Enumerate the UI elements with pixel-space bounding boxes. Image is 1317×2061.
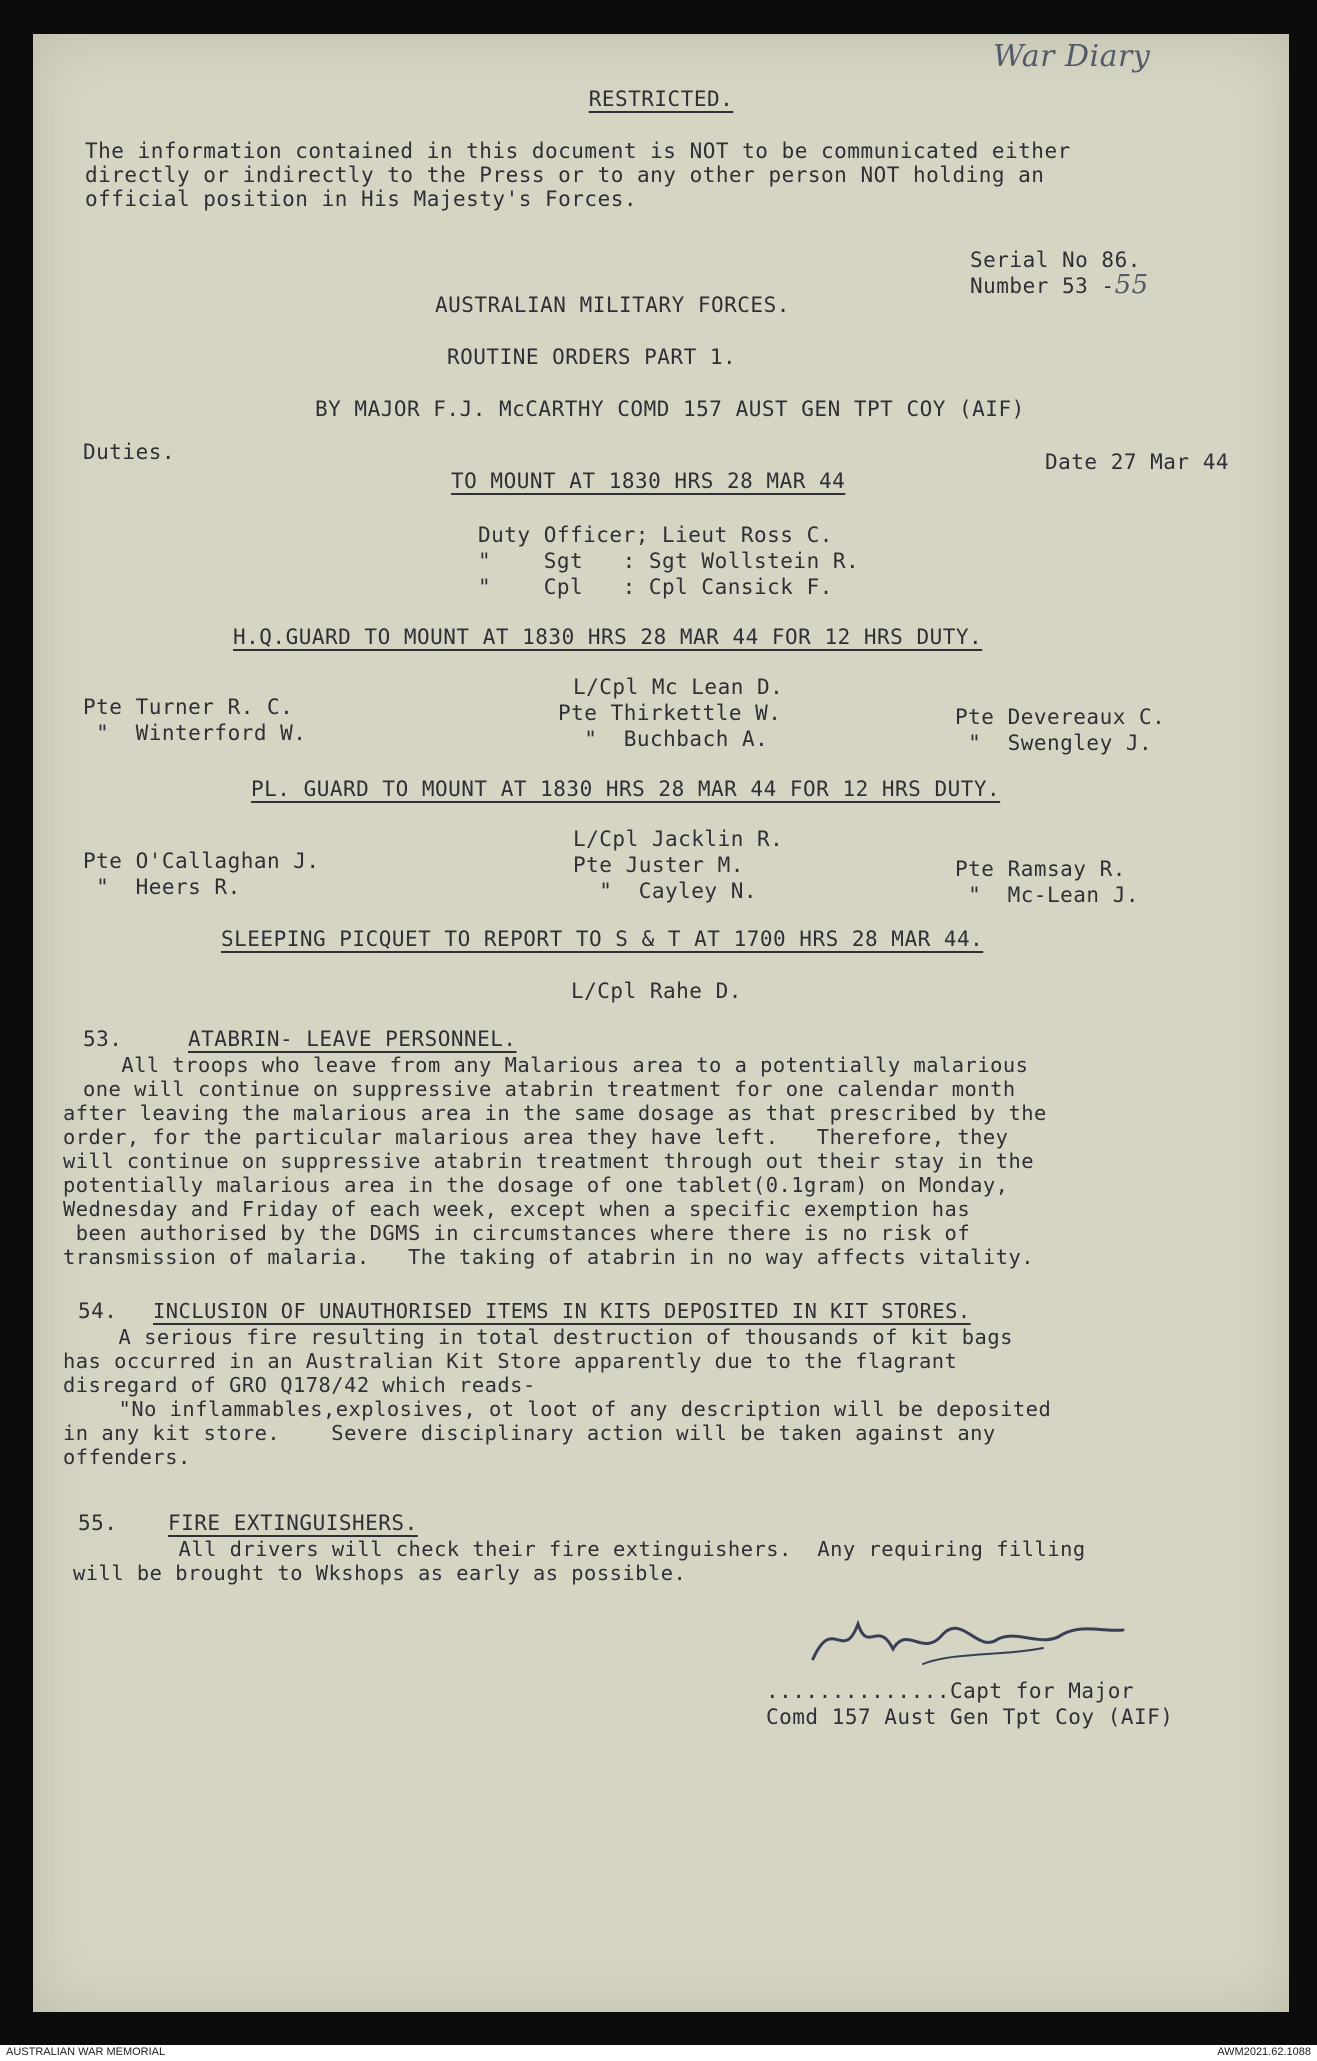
order-53-line-8: been authorised by the DGMS in circumstances where there is no risk of (63, 1221, 971, 1245)
order-number-typed: Number 53 - (970, 274, 1115, 298)
pl-guard-heading: PL. GUARD TO MOUNT AT 1830 HRS 28 MAR 44 FOR 12 HRS DUTY. (251, 777, 1001, 801)
picquet-entry: L/Cpl Rahe D. (571, 979, 742, 1003)
mount-heading: TO MOUNT AT 1830 HRS 28 MAR 44 (451, 469, 846, 493)
order-53-line-2: one will continue on suppressive atabrin treatment for one calendar month (83, 1077, 1016, 1101)
order-54-line-6: offenders. (63, 1445, 191, 1469)
order-54-number: 54. (78, 1299, 118, 1323)
order-53-line-6: potentially malarious area in the dosage of one tablet(0.1gram) on Monday, (63, 1173, 1009, 1197)
hq-guard-right-1: Pte Devereaux C. (955, 705, 1166, 729)
order-54-line-5: in any kit store. Severe disciplinary action will be taken against any (63, 1421, 996, 1445)
order-54-line-4: "No inflammables,explosives, ot loot of any description will be deposited (93, 1397, 1052, 1421)
footer-institution: AUSTRALIAN WAR MEMORIAL (6, 2046, 166, 2058)
serial-number: Serial No 86. (970, 248, 1141, 272)
pl-guard-middle-3: " Cayley N. (573, 879, 758, 903)
order-53-line-5: will continue on suppressive atabrin treatment through out their stay in the (63, 1149, 1034, 1173)
paper-sheet (33, 34, 1289, 2012)
order-55-title: FIRE EXTINGUISHERS. (168, 1511, 418, 1535)
order-53-line-3: after leaving the malarious area in the same dosage as that prescribed by the (63, 1101, 1047, 1125)
order-54-line-3: disregard of GRO Q178/42 which reads- (63, 1373, 536, 1397)
order-53-line-1: All troops who leave from any Malarious area to a potentially malarious (83, 1053, 1029, 1077)
order-54-title: INCLUSION OF UNAUTHORISED ITEMS IN KITS DEPOSITED IN KIT STORES. (153, 1299, 971, 1323)
order-54-line-1: A serious fire resulting in total destruction of thousands of kit bags (93, 1325, 1013, 1349)
hq-guard-middle-2: Pte Thirkettle W. (558, 701, 782, 725)
order-55-line-1: All drivers will check their fire extinguishers. Any requiring filling (153, 1537, 1086, 1561)
hq-guard-left-1: Pte Turner R. C. (83, 695, 294, 719)
pl-guard-left-1: Pte O'Callaghan J. (83, 849, 320, 873)
hq-guard-right-2: " Swengley J. (955, 731, 1153, 755)
signature-line-2: Comd 157 Aust Gen Tpt Coy (AIF) (766, 1705, 1174, 1729)
order-53-title: ATABRIN- LEAVE PERSONNEL. (188, 1027, 517, 1051)
signature-line-1: ..............Capt for Major (766, 1679, 1135, 1703)
order-55-number: 55. (78, 1511, 118, 1535)
order-55-line-2: will be brought to Wkshops as early as possible. (73, 1561, 687, 1585)
order-number-handwritten: 55 (1114, 270, 1149, 300)
hq-guard-left-2: " Winterford W. (83, 721, 307, 745)
hq-guard-heading: H.Q.GUARD TO MOUNT AT 1830 HRS 28 MAR 44 FOR 12 HRS DUTY. (233, 625, 983, 649)
notice-line-1: The information contained in this document is NOT to be communicated either (85, 139, 1071, 163)
order-53-line-9: transmission of malaria. The taking of atabrin in no way affects vitality. (63, 1245, 1034, 1269)
pl-guard-middle-2: Pte Juster M. (573, 853, 744, 877)
order-53-number: 53. (83, 1027, 123, 1051)
handwritten-note: War Diary (993, 39, 1151, 74)
order-date: Date 27 Mar 44 (1045, 450, 1230, 474)
order-53-line-7: Wednesday and Friday of each week, except when a specific exemption has (63, 1197, 971, 1221)
pl-guard-right-1: Pte Ramsay R. (955, 857, 1126, 881)
duties-label: Duties. (83, 440, 176, 464)
handwritten-signature (803, 1604, 1133, 1684)
pl-guard-right-2: " Mc-Lean J. (955, 883, 1140, 907)
orders-title: ROUTINE ORDERS PART 1. (447, 345, 737, 369)
hq-guard-middle-3: " Buchbach A. (558, 727, 769, 751)
notice-line-2: directly or indirectly to the Press or to any other person NOT holding an (85, 163, 1045, 187)
order-53-line-4: order, for the particular malarious area they have left. Therefore, they (63, 1125, 1009, 1149)
by-line: BY MAJOR F.J. McCARTHY COMD 157 AUST GEN TPT COY (AIF) (315, 397, 1025, 421)
pl-guard-middle-1: L/Cpl Jacklin R. (573, 827, 784, 851)
classification-heading: RESTRICTED. (588, 87, 734, 111)
order-54-line-2: has occurred in an Australian Kit Store apparently due to the flagrant (63, 1349, 958, 1373)
notice-line-3: official position in His Majesty's Forces. (85, 187, 638, 211)
duty-line-2: " Sgt : Sgt Wollstein R. (478, 549, 860, 573)
picquet-heading: SLEEPING PICQUET TO REPORT TO S & T AT 1700 HRS 28 MAR 44. (221, 927, 984, 951)
duty-line-1: Duty Officer; Lieut Ross C. (478, 523, 833, 547)
duty-line-3: " Cpl : Cpl Cansick F. (478, 575, 833, 599)
force-heading: AUSTRALIAN MILITARY FORCES. (435, 293, 790, 317)
footer-accession-number: AWM2021.62.1088 (1217, 2046, 1311, 2058)
hq-guard-middle-1: L/Cpl Mc Lean D. (573, 675, 784, 699)
pl-guard-left-2: " Heers R. (83, 875, 241, 899)
order-number (970, 272, 1149, 299)
